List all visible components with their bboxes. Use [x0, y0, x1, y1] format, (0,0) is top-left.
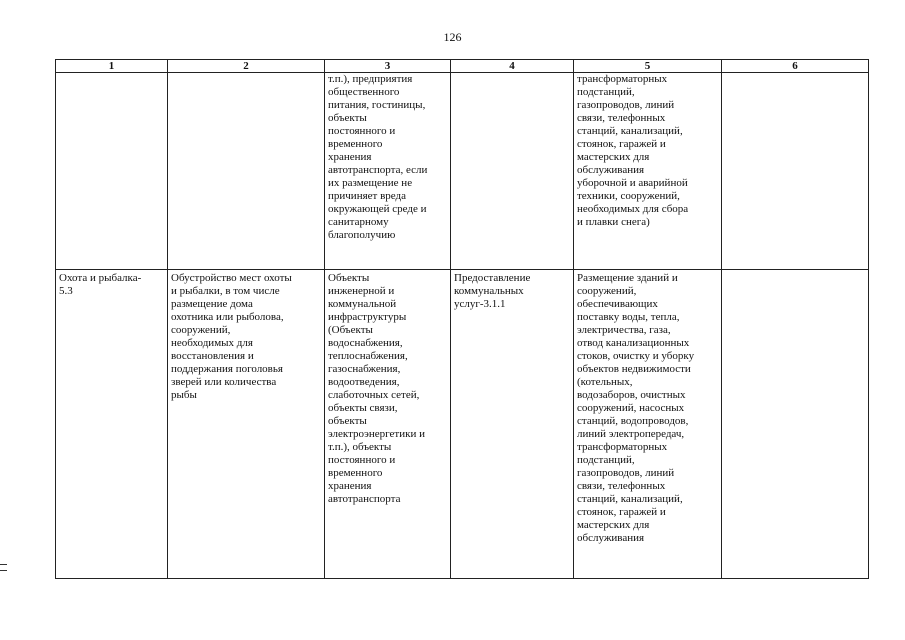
- table-cell: [168, 270, 325, 579]
- table-header-row: [56, 60, 869, 73]
- column-header: 6: [722, 60, 869, 73]
- table-cell: [168, 73, 325, 270]
- table-cell: [451, 73, 574, 270]
- table-cell: [451, 270, 574, 579]
- cell-description: Размещение зданий и сооружений, обеспечивающих поставку воды, тепла, электричества, газа, отвод канализационных стоков, очистку и уборку объектов недвижимости (котельных, водозаборов, очистных сооружений, насосных станций, водопроводов, линий электропередач, трансформаторных подстанций, газопроводов, линий связи, телефонных станций, канализаций, стоянок, гаражей и мастерских для обслуживания: [577, 272, 695, 544]
- column-header: 3: [325, 60, 451, 73]
- table-cell: [722, 73, 869, 270]
- table-row: [56, 73, 869, 270]
- table-cell: [56, 270, 168, 579]
- cell-use-description: Обустройство мест охоты и рыбалки, в том числе размещение дома охотника или рыболова, сооружений, необходимых для восстановления и поддержания поголовья зверей или количества рыбы: [171, 272, 292, 401]
- margin-mark: [0, 564, 7, 571]
- table-cell: [325, 270, 451, 579]
- table-cell: [325, 73, 451, 270]
- page-number: 126: [443, 30, 462, 44]
- cell-description: трансформаторных подстанций, газопроводов, линий связи, телефонных станций, канализаций, стоянок, гаражей и мастерских для обслуживания уборочной и аварийной техники, сооружений, необходимых для сбора и плавки снега): [577, 73, 689, 228]
- cell-use-type: Охота и рыбалка- 5.3: [59, 272, 142, 297]
- table-cell: [56, 73, 168, 270]
- table-cell: [574, 270, 722, 579]
- column-header: 4: [451, 60, 574, 73]
- cell-permitted-objects: Объекты инженерной и коммунальной инфраструктуры (Объекты водоснабжения, теплоснабжения, газоснабжения, водоотведения, слаботочных сетей, объекты связи, объекты электроэнергетики и т.п.), объекты постоянного и временного хранения автотранспорта: [328, 272, 425, 505]
- table-cell: [722, 270, 869, 579]
- column-header: 2: [168, 60, 325, 73]
- column-header: 5: [574, 60, 722, 73]
- column-header: 1: [56, 60, 168, 73]
- cell-auxiliary-use: Предоставление коммунальных услуг-3.1.1: [454, 272, 531, 310]
- table-cell: [574, 73, 722, 270]
- cell-permitted-objects: т.п.), предприятия общественного питания, гостиницы, объекты постоянного и временного хранения автотранспорта, если их размещение не причиняет вреда окружающей среде и санитарному благополучию: [328, 73, 428, 241]
- zoning-table: [55, 59, 869, 579]
- table-row: [56, 270, 869, 579]
